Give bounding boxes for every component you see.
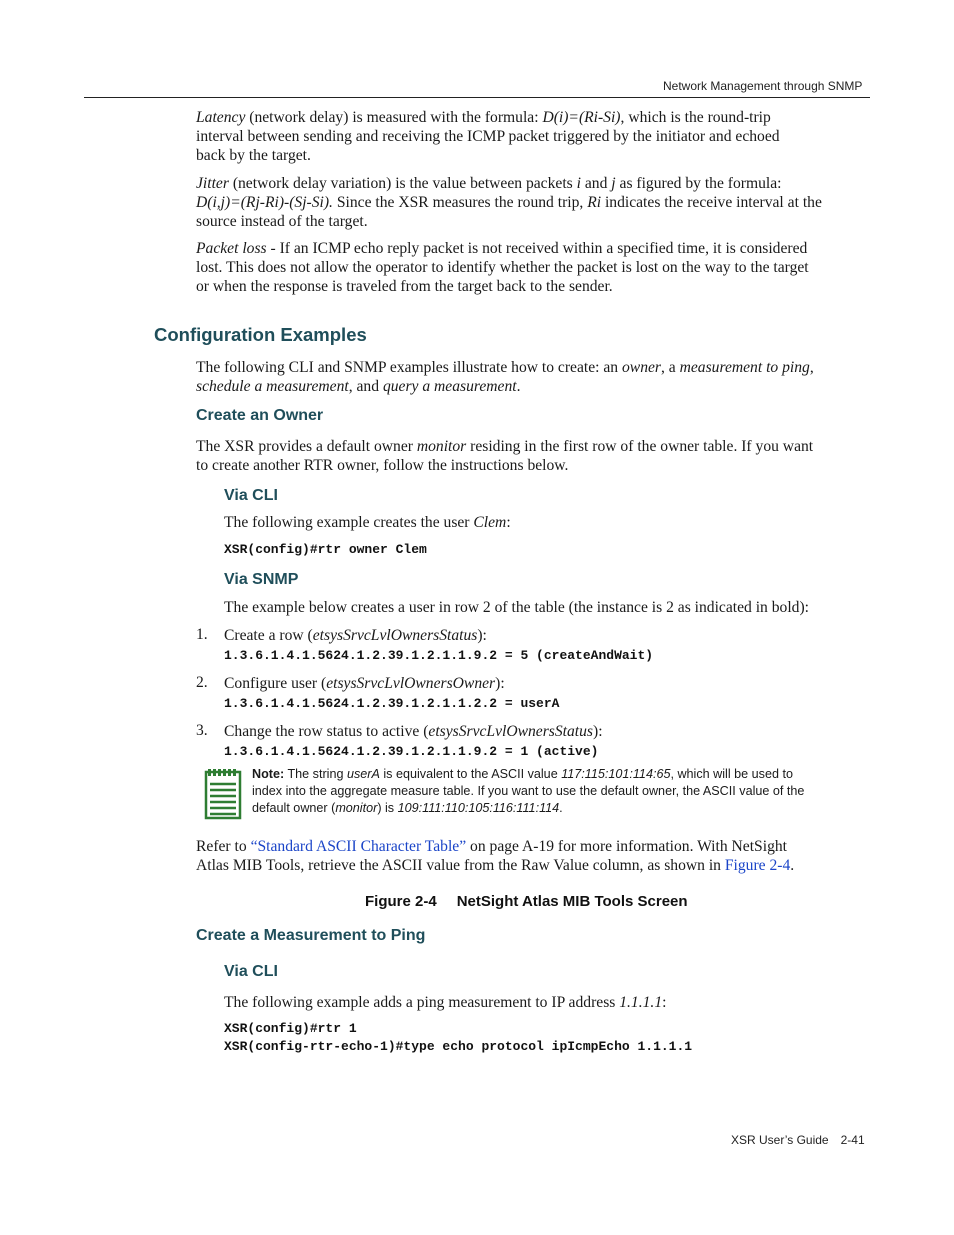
text: is equivalent to the ASCII value bbox=[379, 767, 562, 781]
text: , and bbox=[348, 378, 383, 395]
text: : bbox=[662, 994, 667, 1011]
step-1-text bbox=[224, 626, 487, 645]
subsection-heading-create-owner: Create an Owner bbox=[196, 407, 324, 424]
var-ri: Ri bbox=[587, 194, 602, 211]
text: (network delay variation) is the value between packets bbox=[228, 175, 577, 192]
text: , which is the round-trip bbox=[620, 109, 771, 126]
running-header: Network Management through SNMP bbox=[663, 79, 863, 93]
note-label: Note: bbox=[252, 767, 285, 781]
text: (network delay) is measured with the formula: bbox=[245, 109, 543, 126]
text: ): bbox=[477, 627, 487, 644]
text: : bbox=[506, 514, 511, 531]
code-step-1: 1.3.6.1.4.1.5624.1.2.39.1.2.1.1.9.2 = 5 (createAndWait) bbox=[224, 648, 654, 663]
oid-name: etsysSrvcLvlOwnersStatus bbox=[428, 723, 593, 740]
link-figure-2-4[interactable]: Figure 2-4 bbox=[724, 857, 791, 874]
latency-term: Latency bbox=[196, 109, 246, 126]
footer bbox=[731, 1133, 865, 1147]
config-intro-paragraph bbox=[196, 358, 876, 396]
oid-name: etsysSrvcLvlOwnersOwner bbox=[326, 675, 496, 692]
text: , bbox=[809, 359, 814, 376]
term-monitor: monitor bbox=[335, 801, 378, 815]
term-query: query a measurement bbox=[382, 378, 517, 395]
header-rule bbox=[84, 97, 870, 98]
text: The XSR provides a default owner bbox=[196, 438, 417, 455]
page-number: 2-41 bbox=[840, 1133, 865, 1147]
notepad-icon bbox=[204, 768, 242, 820]
figure-caption bbox=[365, 893, 688, 910]
term-monitor: monitor bbox=[416, 438, 467, 455]
text: ): bbox=[495, 675, 505, 692]
text: , a bbox=[660, 359, 680, 376]
subsection-heading-create-measurement: Create a Measurement to Ping bbox=[196, 927, 426, 944]
oid-name: etsysSrvcLvlOwnersStatus bbox=[312, 627, 478, 644]
text: to create another RTR owner, follow the instructions below. bbox=[196, 457, 569, 474]
jitter-paragraph bbox=[196, 174, 876, 231]
text: Since the XSR measures the round trip, bbox=[332, 194, 588, 211]
text: default owner ( bbox=[252, 801, 336, 815]
text: ) is bbox=[377, 801, 398, 815]
text: interval between sending and receiving the ICMP packet triggered by the initiator and echoed bbox=[196, 128, 780, 145]
text: Change the row status to active ( bbox=[224, 723, 429, 740]
section-heading-config-examples: Configuration Examples bbox=[154, 324, 367, 345]
figure-number: Figure 2-4 bbox=[365, 893, 437, 910]
term-user-clem: Clem bbox=[473, 514, 507, 531]
code-type-echo: XSR(config-rtr-echo-1)#type echo protocol ipIcmpEcho 1.1.1.1 bbox=[224, 1039, 693, 1054]
text: Atlas MIB Tools, retrieve the ASCII value from the Raw Value column, as shown in bbox=[196, 857, 725, 874]
latency-formula: D(i)=(Ri-Si) bbox=[542, 109, 621, 126]
ascii-value-monitor: 109:111:110:105:116:111:114 bbox=[397, 801, 560, 815]
step-number-3: 3. bbox=[196, 722, 208, 739]
text: and bbox=[580, 175, 612, 192]
refer-paragraph bbox=[196, 837, 876, 875]
text: indicates the receive interval at the bbox=[601, 194, 822, 211]
via-snmp-intro: The example below creates a user in row 2 of the table (the instance is 2 as indicated in bold): bbox=[224, 599, 809, 616]
heading-via-snmp: Via SNMP bbox=[224, 571, 299, 588]
text: The following example adds a ping measurement to IP address bbox=[224, 994, 620, 1011]
packet-loss-term: Packet loss bbox=[196, 240, 267, 257]
text: The following example creates the user bbox=[224, 514, 474, 531]
step-3-text bbox=[224, 722, 603, 741]
text: . bbox=[516, 378, 521, 395]
text: The following CLI and SNMP examples illustrate how to create: an bbox=[196, 359, 622, 376]
text: Configure user ( bbox=[224, 675, 327, 692]
step-2-text bbox=[224, 674, 505, 693]
text: Refer to bbox=[196, 838, 251, 855]
text: . bbox=[790, 857, 795, 874]
text: The string bbox=[284, 767, 347, 781]
ip-address: 1.1.1.1 bbox=[619, 994, 663, 1011]
code-step-3: 1.3.6.1.4.1.5624.1.2.39.1.2.1.1.9.2 = 1 (active) bbox=[224, 744, 599, 759]
heading-via-cli-owner: Via CLI bbox=[224, 487, 278, 504]
var-j: j bbox=[611, 175, 616, 192]
heading-via-cli-measurement: Via CLI bbox=[224, 963, 278, 980]
code-rtr-1: XSR(config)#rtr 1 bbox=[224, 1021, 357, 1036]
note-block bbox=[252, 766, 872, 817]
text: source instead of the target. bbox=[196, 213, 368, 230]
code-rtr-owner: XSR(config)#rtr owner Clem bbox=[224, 542, 427, 557]
text: back by the target. bbox=[196, 147, 311, 164]
via-cli-measurement-text bbox=[224, 993, 666, 1012]
jitter-term: Jitter bbox=[196, 175, 229, 192]
step-number-1: 1. bbox=[196, 626, 208, 643]
via-cli-owner-text bbox=[224, 513, 511, 532]
text: - If an ICMP echo reply packet is not received within a specified time, it is considered bbox=[266, 240, 808, 257]
text: residing in the first row of the owner table. If you want bbox=[466, 438, 814, 455]
text: Create a row ( bbox=[224, 627, 313, 644]
text: on page A-19 for more information. With NetSight bbox=[466, 838, 787, 855]
footer-guide-title: XSR User’s Guide bbox=[731, 1133, 829, 1147]
jitter-formula: D(i,j)=(Rj-Ri)-(Sj-Si). bbox=[196, 194, 333, 211]
text: lost. This does not allow the operator to identify whether the packet is lost on the way to the target bbox=[196, 259, 809, 276]
term-schedule: schedule a measurement bbox=[196, 378, 349, 395]
step-number-2: 2. bbox=[196, 674, 208, 691]
text: . bbox=[559, 801, 563, 815]
packet-loss-paragraph bbox=[196, 239, 876, 296]
text: index into the aggregate measure table. If you want to use the default owner, the ASCII value of the bbox=[252, 784, 805, 798]
term-measurement-to-ping: measurement to ping bbox=[679, 359, 810, 376]
text: ): bbox=[593, 723, 603, 740]
create-owner-paragraph bbox=[196, 437, 876, 475]
text: , which will be used to bbox=[670, 767, 793, 781]
figure-title: NetSight Atlas MIB Tools Screen bbox=[456, 893, 688, 910]
code-step-2: 1.3.6.1.4.1.5624.1.2.39.1.2.1.1.2.2 = userA bbox=[224, 696, 560, 711]
text: or when the response is traveled from the target back to the sender. bbox=[196, 278, 613, 295]
text: as figured by the formula: bbox=[615, 175, 782, 192]
link-ascii-table[interactable]: “Standard ASCII Character Table” bbox=[250, 838, 467, 855]
term-usera: userA bbox=[346, 767, 380, 781]
ascii-value-usera: 117:115:101:114:65 bbox=[561, 767, 671, 781]
term-owner: owner bbox=[622, 359, 661, 376]
latency-paragraph bbox=[196, 108, 876, 165]
var-i: i bbox=[576, 175, 581, 192]
